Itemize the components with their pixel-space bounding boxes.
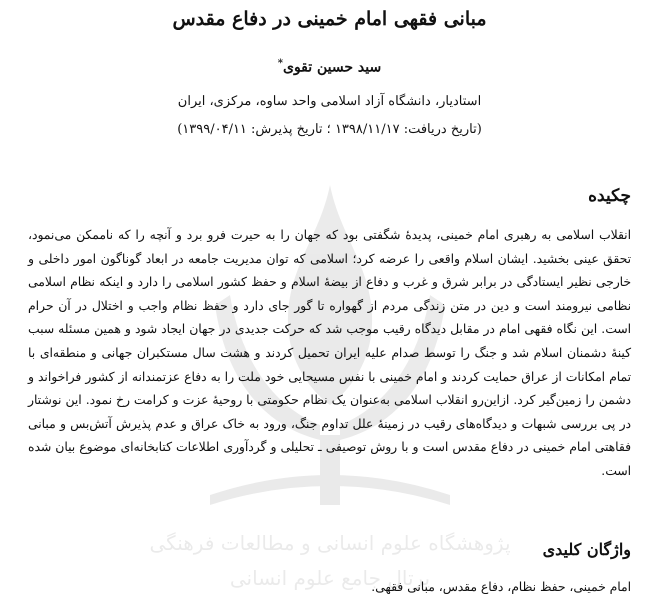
keywords-list: امام خمینی، حفظ نظام، دفاع مقدس، مبانی فقهی. <box>371 580 631 594</box>
abstract-heading: چکیده <box>588 186 631 206</box>
author-affiliation: استادیار، دانشگاه آزاد اسلامی واحد ساوه، مرکزی، ایران <box>177 94 482 109</box>
watermark-text-2: پرتال جامع علوم انسانی <box>229 566 431 590</box>
author-name-text: سید حسین تقوی <box>282 59 382 76</box>
article-title: مبانی فقهی امام خمینی در دفاع مقدس <box>172 8 487 30</box>
keywords-heading: واژگان کلیدی <box>542 540 631 559</box>
watermark-text-1: پژوهشگاه علوم انسانی و مطالعات فرهنگی <box>149 531 511 555</box>
abstract-body: انقلاب اسلامی به رهبری امام خمینی، پدیدهٔ شگفتی بود که جهان را به حیرت فرو برد و آنچه را که ناممکن می‌نمود، تحقق عینی بخشید. ایشان اسلام واقعی را عرضه کرد؛ اسلامی که توان مدیریت جامعه در ابعاد گوناگون امور داخلی و خارجی نظیر ایستادگی در برابر شرق و غرب و دفاع از بیضهٔ اسلام و حفظ کشور اسلامی را دارد و اینکه نظام اسلامی نظامی نیرومند است و دین در متن زندگی مردم از گهواره تا گور جای دارد و حفظ نظام واجب و اختلال در آن حرام است. این نگاه فقهی امام در مقابل دیدگاه رقیب موجب شد که حرکت جدیدی در جهان ایجاد شود و همین مسئله سبب کینهٔ دشمنان اسلام شد و جنگ را توسط صدام علیه ایران تحمیل کردند و هشت سال مستکبران جهانی و منطقه‌ای با تمام امکانات از عراق حمایت کردند و امام خمینی با نفس مسیحایی خود ملت را به دفاع عزتمندانه از کشور فراخواند و دشمن را زمین‌گیر کرد. ازاین‌رو انقلاب اسلامی به‌عنوان یک نظام حکومتی با روحیهٔ عزت و کرامت رخ نمود. این نوشتار در پی بررسی شبهات و دیدگاه‌های رقیب در زمینهٔ علل تداوم جنگ، ورود به خاک عراق و عدم پذیرش آتش‌بس و مبانی فقاهتی امام خمینی در دفاع مقدس است و با روش توصیفی ـ تحلیلی و گردآوری اطلاعات کتابخانه‌ای موضوع بیان شده است. <box>28 228 631 478</box>
author-footnote-mark: * <box>277 58 283 69</box>
received-accepted-dates: (تاریخ دریافت: ۱۳۹۸/۱۱/۱۷ ؛ تاریخ پذیرش: ۱۳۹۹/۰۴/۱۱) <box>177 122 482 137</box>
author-name <box>0 58 659 76</box>
